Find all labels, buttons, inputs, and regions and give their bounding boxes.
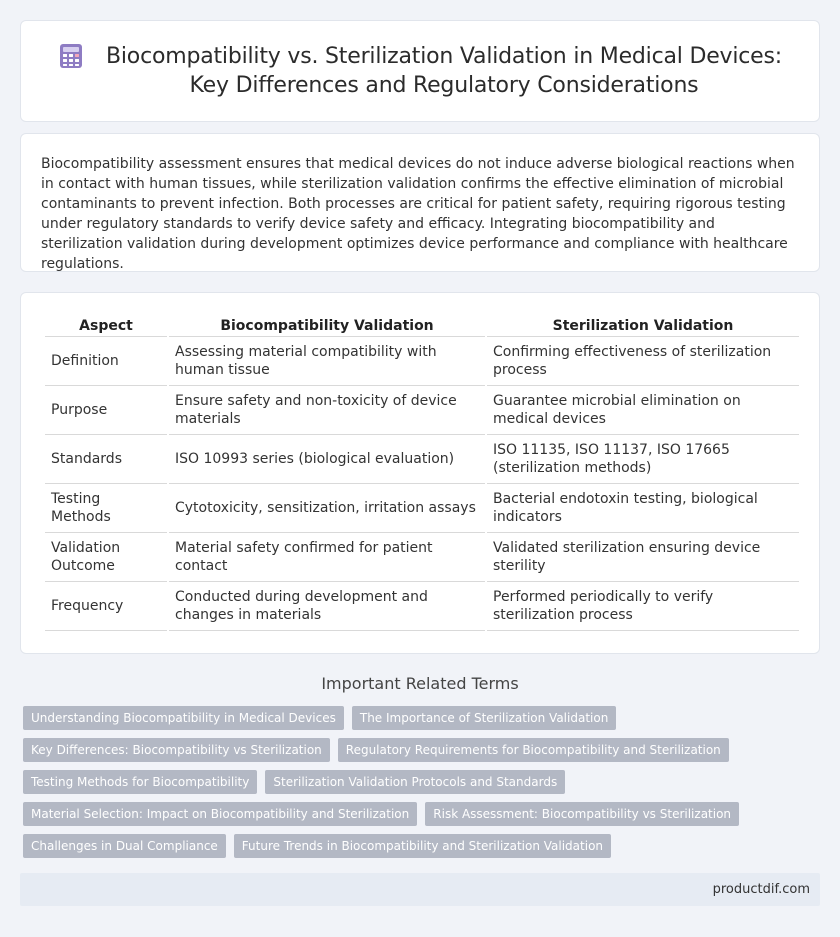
related-terms-title: Important Related Terms — [321, 674, 519, 693]
related-term-link[interactable]: Challenges in Dual Compliance — [23, 834, 226, 858]
table-header-row — [45, 313, 799, 337]
row-sterilization: ISO 11135, ISO 11137, ISO 17665 (sterilization methods) — [487, 435, 799, 484]
row-biocompatibility: Assessing material compatibility with human tissue — [169, 337, 485, 386]
comparison-table-card — [20, 292, 820, 654]
comparison-table — [43, 313, 801, 631]
row-aspect: Standards — [45, 435, 167, 484]
related-term-link[interactable]: Material Selection: Impact on Biocompatibility and Sterilization — [23, 802, 417, 826]
row-sterilization: Bacterial endotoxin testing, biological indicators — [487, 484, 799, 533]
row-biocompatibility: ISO 10993 series (biological evaluation) — [169, 435, 485, 484]
footer — [20, 873, 820, 906]
table-row — [45, 386, 799, 435]
row-aspect: Frequency — [45, 582, 167, 631]
page-title — [106, 42, 782, 100]
table-row — [45, 533, 799, 582]
row-aspect: Validation Outcome — [45, 533, 167, 582]
table-row — [45, 484, 799, 533]
header-aspect: Aspect — [45, 313, 167, 337]
related-term-link[interactable]: Risk Assessment: Biocompatibility vs Sterilization — [425, 802, 739, 826]
row-aspect: Definition — [45, 337, 167, 386]
row-aspect: Testing Methods — [45, 484, 167, 533]
related-term-link[interactable]: Key Differences: Biocompatibility vs Sterilization — [23, 738, 330, 762]
intro-paragraph: Biocompatibility assessment ensures that medical devices do not induce adverse biological reactions when in contact with human tissues, while sterilization validation confirms the effective elimination of microbial contaminants to prevent infection. Both processes are critical for patient safety, requiring rigorous testing under regulatory standards to verify device safety and efficacy. Integrating biocompatibility and sterilization validation during development optimizes device performance and compliance with healthcare regulations. — [41, 156, 795, 272]
row-sterilization: Performed periodically to verify sterilization process — [487, 582, 799, 631]
header-card — [20, 20, 820, 122]
row-sterilization: Confirming effectiveness of sterilization process — [487, 337, 799, 386]
related-term-link[interactable]: Sterilization Validation Protocols and Standards — [265, 770, 565, 794]
row-biocompatibility: Conducted during development and changes in materials — [169, 582, 485, 631]
footer-site-name: productdif.com — [712, 882, 810, 897]
related-term-link[interactable]: Understanding Biocompatibility in Medical Devices — [23, 706, 344, 730]
related-terms-tags — [23, 706, 823, 866]
row-biocompatibility: Ensure safety and non-toxicity of device materials — [169, 386, 485, 435]
row-aspect: Purpose — [45, 386, 167, 435]
page-title-line2: Key Differences and Regulatory Considerations — [189, 73, 699, 98]
row-biocompatibility: Cytotoxicity, sensitization, irritation assays — [169, 484, 485, 533]
row-sterilization: Guarantee microbial elimination on medical devices — [487, 386, 799, 435]
page-title-line1: Biocompatibility vs. Sterilization Validation in Medical Devices: — [106, 44, 782, 69]
intro-card — [20, 133, 820, 272]
header-sterilization: Sterilization Validation — [487, 313, 799, 337]
row-biocompatibility: Material safety confirmed for patient contact — [169, 533, 485, 582]
table-row — [45, 582, 799, 631]
calculator-icon — [58, 43, 84, 69]
header-biocompatibility: Biocompatibility Validation — [169, 313, 485, 337]
row-sterilization: Validated sterilization ensuring device sterility — [487, 533, 799, 582]
related-term-link[interactable]: Future Trends in Biocompatibility and Sterilization Validation — [234, 834, 611, 858]
related-term-link[interactable]: Testing Methods for Biocompatibility — [23, 770, 257, 794]
related-term-link[interactable]: The Importance of Sterilization Validation — [352, 706, 616, 730]
related-term-link[interactable]: Regulatory Requirements for Biocompatibility and Sterilization — [338, 738, 729, 762]
table-row — [45, 337, 799, 386]
table-row — [45, 435, 799, 484]
